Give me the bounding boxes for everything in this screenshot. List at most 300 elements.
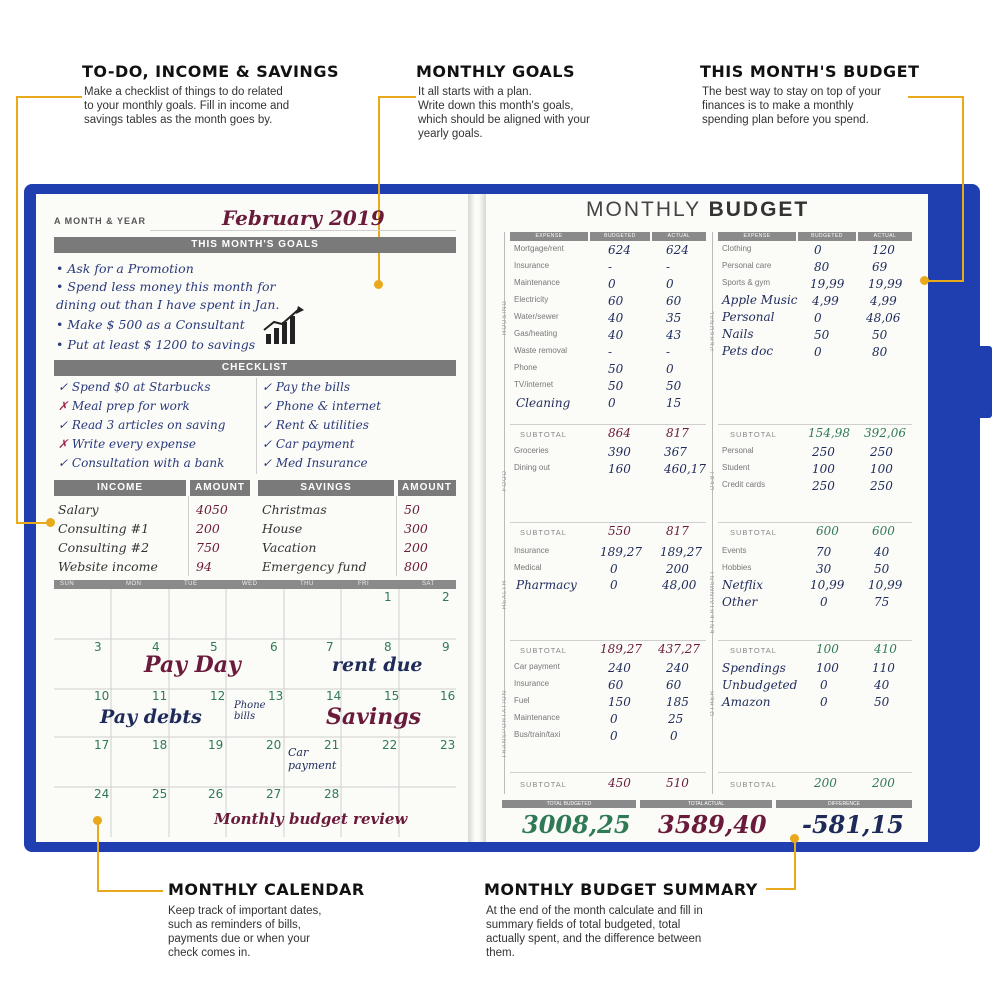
section-label: OTHER [710, 690, 716, 716]
subtotal-label: SUBTOTAL [520, 646, 567, 655]
col-header-budgeted: BUDGETED [590, 232, 650, 241]
income-amount: 94 [196, 559, 212, 574]
section-label: ENTERTAINMENT [710, 570, 716, 634]
checklist-item[interactable] [262, 418, 369, 432]
expense-name: Nails [722, 327, 754, 341]
budgeted-value: 80 [814, 260, 830, 274]
expense-name: Pharmacy [516, 578, 577, 592]
actual-value: 50 [874, 562, 890, 576]
divider [150, 230, 456, 231]
leader-dot [790, 834, 799, 843]
calendar-day[interactable]: 15 [384, 689, 400, 703]
subtotal-actual: 200 [872, 776, 895, 790]
actual-value: 50 [666, 379, 682, 393]
checklist-text: Consultation with a bank [71, 456, 225, 470]
title-bold: BUDGET [708, 198, 810, 221]
actual-value: 4,99 [870, 294, 897, 308]
budgeted-value: 60 [608, 294, 624, 308]
callout-line: Keep track of important dates, [168, 905, 322, 917]
calendar-day[interactable]: 25 [152, 787, 168, 801]
checklist-item[interactable] [58, 418, 225, 432]
income-amount: 4050 [196, 502, 228, 517]
calendar-day[interactable]: 6 [270, 640, 278, 654]
calendar-day[interactable]: 18 [152, 738, 168, 752]
divider [188, 496, 189, 576]
actual-value: 624 [666, 243, 689, 257]
total-actual: 3589,40 [658, 810, 767, 839]
leader-dot [374, 280, 383, 289]
budgeted-value: 624 [608, 243, 631, 257]
callout-line: them. [486, 947, 515, 959]
calendar-day[interactable]: 13 [268, 689, 284, 703]
callout-line: The best way to stay on top of your [702, 86, 881, 98]
callout-text-budget [702, 85, 881, 127]
savings-amount: 800 [404, 559, 428, 574]
budgeted-value: 0 [814, 243, 822, 257]
income-name: Consulting #1 [58, 521, 150, 536]
subtotal-budgeted: 100 [816, 642, 839, 656]
check-icon: ✓ [262, 456, 273, 470]
calendar-day[interactable]: 27 [266, 787, 282, 801]
note-rent-due: rent due [332, 654, 423, 676]
checklist-text: Read 3 articles on saving [71, 418, 226, 432]
actual-value: 43 [666, 328, 682, 342]
income-name: Website income [58, 559, 158, 574]
checklist-text: Write every expense [71, 437, 196, 451]
calendar-day-header: FRI [358, 581, 370, 587]
expense-name: Sports & gym [722, 278, 771, 287]
leader-line [926, 280, 964, 282]
note-phone-bills: Phone bills [234, 700, 266, 722]
actual-value: 19,99 [868, 277, 903, 291]
callout-line: actually spent, and the difference between [486, 933, 702, 945]
subtotal-budgeted: 154,98 [808, 426, 850, 440]
divider [510, 772, 706, 773]
budgeted-value: 40 [608, 328, 624, 342]
calendar-day[interactable]: 28 [324, 787, 340, 801]
col-header-actual: ACTUAL [652, 232, 706, 241]
actual-value: 185 [666, 695, 689, 709]
actual-value: 15 [666, 396, 682, 410]
actual-value: 460,17 [664, 462, 706, 476]
actual-value: 0 [666, 277, 674, 291]
subtotal-actual: 392,06 [864, 426, 906, 440]
subtotal-budgeted: 450 [608, 776, 631, 790]
x-mark-icon: ✗ [58, 399, 69, 413]
right-page [482, 194, 928, 842]
subtotal-budgeted: 864 [608, 426, 631, 440]
expense-name: Waste removal [514, 346, 568, 355]
budgeted-value: 4,99 [812, 294, 839, 308]
callout-line: finances is to make a monthly [702, 100, 854, 112]
goal-item: • Spend less money this month for [56, 279, 276, 294]
actual-value: 189,27 [660, 545, 702, 559]
savings-amount: 50 [404, 502, 420, 517]
calendar-day-header: MON [126, 581, 142, 587]
summary-label-actual: TOTAL ACTUAL [640, 800, 772, 808]
expense-name: Medical [514, 563, 542, 572]
expense-name: Insurance [514, 261, 550, 270]
calendar-day[interactable]: 9 [442, 640, 450, 654]
checklist-text: Meal prep for work [71, 399, 190, 413]
budgeted-value: 70 [816, 545, 832, 559]
goal-item: • Make $ 500 as a Consultant [56, 317, 245, 332]
calendar-day-header: WED [242, 581, 258, 587]
budgeted-value: 240 [608, 661, 631, 675]
callout-line: payments due or when your [168, 933, 310, 945]
section-label: DEBT [710, 470, 716, 491]
checklist-item[interactable] [58, 380, 211, 394]
budgeted-value: 19,99 [810, 277, 845, 291]
leader-dot [920, 276, 929, 285]
subtotal-label: SUBTOTAL [520, 528, 567, 537]
calendar-day[interactable]: 26 [208, 787, 224, 801]
budgeted-value: 50 [608, 362, 624, 376]
subtotal-label: SUBTOTAL [520, 780, 567, 789]
calendar-day[interactable]: 5 [210, 640, 218, 654]
subtotal-label: SUBTOTAL [730, 780, 777, 789]
budgeted-value: 0 [610, 712, 618, 726]
budgeted-value: 10,99 [810, 578, 845, 592]
subtotal-actual: 817 [666, 524, 689, 538]
spine [468, 194, 486, 842]
savings-name: House [262, 521, 303, 536]
expense-name: Maintenance [514, 278, 560, 287]
calendar-day[interactable]: 23 [440, 738, 456, 752]
actual-value: 50 [874, 695, 890, 709]
expense-name: Unbudgeted [722, 678, 798, 692]
expense-name: Spendings [722, 661, 786, 675]
calendar-day[interactable]: 11 [152, 689, 168, 703]
expense-name: Maintenance [514, 713, 560, 722]
callout-line: summary fields of total budgeted, total [486, 919, 681, 931]
month-value: February 2019 [222, 206, 385, 230]
callout-title-goals: MONTHLY GOALS [416, 62, 575, 81]
expense-name: Hobbies [722, 563, 752, 572]
divider [396, 496, 397, 576]
divider [510, 424, 706, 425]
checklist-item[interactable] [58, 399, 190, 413]
col-header-budgeted: BUDGETED [798, 232, 856, 241]
savings-amount: 300 [404, 521, 428, 536]
expense-name: Groceries [514, 446, 549, 455]
actual-value: 35 [666, 311, 682, 325]
check-icon: ✓ [58, 418, 69, 432]
budgeted-value: 390 [608, 445, 631, 459]
budgeted-value: 250 [812, 445, 835, 459]
month-label: A MONTH & YEAR [54, 216, 147, 226]
subtotal-label: SUBTOTAL [730, 528, 777, 537]
callout-line: It all starts with a plan. [418, 86, 532, 98]
callout-line: At the end of the month calculate and fill in [486, 905, 703, 917]
difference: -581,15 [802, 810, 904, 839]
expense-name: Insurance [514, 679, 550, 688]
subtotal-budgeted: 600 [816, 524, 839, 538]
expense-name: Gas/heating [514, 329, 558, 338]
budgeted-value: 50 [814, 328, 830, 342]
budgeted-value: 0 [608, 396, 616, 410]
goal-item: dining out than I have spent in Jan. [56, 297, 280, 312]
subtotal-label: SUBTOTAL [730, 646, 777, 655]
actual-value: 200 [666, 562, 689, 576]
subtotal-budgeted: 200 [814, 776, 837, 790]
savings-name: Vacation [262, 540, 317, 555]
actual-value: 48,00 [662, 578, 697, 592]
note-pay-day: Pay Day [144, 652, 241, 678]
calendar-day[interactable]: 12 [210, 689, 226, 703]
expense-name: Phone [514, 363, 538, 372]
calendar-day[interactable]: 4 [152, 640, 160, 654]
checklist-item[interactable] [262, 399, 381, 413]
total-budgeted: 3008,25 [522, 810, 631, 839]
budgeted-value: 0 [610, 578, 618, 592]
calendar-day-header: THU [300, 581, 314, 587]
callout-line: Write down this month's goals, [418, 100, 574, 112]
calendar-day[interactable]: 16 [440, 689, 456, 703]
divider [718, 640, 912, 641]
expense-name: Pets doc [722, 344, 774, 358]
divider [718, 424, 912, 425]
income-amount: 200 [196, 521, 220, 536]
expense-name: TV/internet [514, 380, 554, 389]
title-light: MONTHLY [586, 198, 709, 221]
calendar-day[interactable]: 10 [94, 689, 110, 703]
callout-line: such as reminders of bills, [168, 919, 301, 931]
checklist-item[interactable] [58, 437, 196, 451]
calendar-day[interactable]: 2 [442, 590, 450, 604]
actual-value: 50 [872, 328, 888, 342]
income-name: Salary [58, 502, 99, 517]
actual-value: 240 [666, 661, 689, 675]
subtotal-budgeted: 189,27 [600, 642, 642, 656]
actual-value: 40 [874, 545, 890, 559]
actual-value: 25 [668, 712, 684, 726]
checklist-text: Med Insurance [275, 456, 368, 470]
savings-amount-header: AMOUNT [398, 480, 456, 496]
section-label: TRANSPORTATION [502, 690, 508, 759]
expense-name: Personal [722, 310, 775, 324]
actual-value: 48,06 [866, 311, 901, 325]
actual-value: 0 [670, 729, 678, 743]
savings-amount: 200 [404, 540, 428, 555]
check-icon: ✓ [262, 437, 273, 451]
budgeted-value: 40 [608, 311, 624, 325]
calendar-day[interactable]: 3 [94, 640, 102, 654]
leader-line [908, 96, 964, 98]
budgeted-value: 0 [610, 562, 618, 576]
checklist-item[interactable] [262, 380, 350, 394]
actual-value: 100 [870, 462, 893, 476]
expense-name: Personal [722, 446, 754, 455]
callout-line: to your monthly goals. Fill in income and [84, 100, 290, 112]
actual-value: 367 [664, 445, 687, 459]
subtotal-actual: 510 [666, 776, 689, 790]
actual-value: 250 [870, 479, 893, 493]
callout-line: check comes in. [168, 947, 251, 959]
check-icon: ✓ [262, 380, 273, 394]
divider [256, 378, 257, 474]
note-car-payment: Car payment [288, 746, 337, 772]
budgeted-value: 150 [608, 695, 631, 709]
callout-line: spending plan before you spend. [702, 114, 869, 126]
actual-value: 0 [666, 362, 674, 376]
subtotal-actual: 817 [666, 426, 689, 440]
note-monthly-review: Monthly budget review [214, 810, 408, 828]
calendar-day-header: SAT [422, 581, 435, 587]
checklist-text: Spend $0 at Starbucks [71, 380, 211, 394]
actual-value: 250 [870, 445, 893, 459]
checklist-item[interactable] [58, 456, 224, 470]
calendar-day[interactable]: 22 [382, 738, 398, 752]
calendar-day[interactable]: 7 [326, 640, 334, 654]
growth-chart-icon [262, 306, 310, 346]
actual-value: - [666, 345, 671, 359]
checklist-item[interactable] [262, 437, 354, 451]
divider [510, 522, 706, 523]
expense-name: Mortgage/rent [514, 244, 564, 253]
calendar-day[interactable]: 19 [208, 738, 224, 752]
expense-name: Student [722, 463, 750, 472]
expense-name: Events [722, 546, 747, 555]
calendar-day-header: TUE [184, 581, 198, 587]
calendar-day[interactable]: 14 [326, 689, 342, 703]
budgeted-value: 0 [820, 695, 828, 709]
calendar-day[interactable]: 8 [384, 640, 392, 654]
checklist-text: Pay the bills [275, 380, 350, 394]
leader-line [378, 96, 380, 282]
calendar-day-header: SUN [60, 581, 75, 587]
section-label: FOOD [502, 470, 508, 492]
col-header-expense: EXPENSE [718, 232, 796, 241]
calendar-day[interactable]: 24 [94, 787, 110, 801]
callout-title-summary: MONTHLY BUDGET SUMMARY [484, 880, 758, 899]
checklist-text: Phone & internet [275, 399, 381, 413]
budgeted-value: 50 [608, 379, 624, 393]
actual-value: 40 [874, 678, 890, 692]
budgeted-value: 160 [608, 462, 631, 476]
actual-value: 69 [872, 260, 888, 274]
section-label: HOUSING [502, 300, 508, 336]
callout-line: savings tables as the month goes by. [84, 114, 273, 126]
section-label: PERSONAL [710, 310, 716, 351]
income-amount: 750 [196, 540, 220, 555]
callout-title-todo: TO-DO, INCOME & SAVINGS [82, 62, 339, 81]
divider [718, 772, 912, 773]
callout-text-goals [418, 85, 590, 141]
budgeted-value: 189,27 [600, 545, 642, 559]
section-label: HEALTH [502, 580, 508, 610]
callout-line: yearly goals. [418, 128, 483, 140]
divider [510, 640, 706, 641]
budgeted-value: - [608, 260, 613, 274]
income-header: INCOME [54, 480, 186, 496]
goals-header: THIS MONTH'S GOALS [54, 237, 456, 253]
expense-name: Dining out [514, 463, 551, 472]
calendar-day[interactable]: 17 [94, 738, 110, 752]
leader-line [16, 96, 82, 98]
leader-line [766, 888, 796, 890]
expense-name: Water/sewer [514, 312, 559, 321]
check-icon: ✓ [58, 380, 69, 394]
budgeted-value: - [608, 345, 613, 359]
expense-name: Clothing [722, 244, 752, 253]
subtotal-label: SUBTOTAL [730, 430, 777, 439]
expense-name: Amazon [722, 695, 771, 709]
actual-value: 110 [872, 661, 895, 675]
checklist-text: Car payment [275, 437, 355, 451]
subtotal-actual: 410 [874, 642, 897, 656]
expense-name: Netflix [722, 578, 764, 592]
budgeted-value: 100 [816, 661, 839, 675]
calendar-day[interactable]: 1 [384, 590, 392, 604]
expense-name: Apple Music [722, 293, 798, 307]
note-savings: Savings [326, 704, 422, 730]
leader-line [97, 890, 163, 892]
savings-name: Christmas [262, 502, 327, 517]
actual-value: - [666, 260, 671, 274]
savings-name: Emergency fund [262, 559, 367, 574]
divider [718, 522, 912, 523]
note-pay-debts: Pay debts [100, 706, 202, 728]
subtotal-actual: 437,27 [658, 642, 700, 656]
leader-line [16, 96, 18, 524]
expense-name: Electricity [514, 295, 549, 304]
expense-name: Bus/train/taxi [514, 730, 561, 739]
budgeted-value: 30 [816, 562, 832, 576]
budgeted-value: 0 [608, 277, 616, 291]
budgeted-value: 0 [814, 345, 822, 359]
expense-name: Insurance [514, 546, 550, 555]
monthly-budget-title [586, 198, 809, 222]
checklist-header: CHECKLIST [54, 360, 456, 376]
subtotal-label: SUBTOTAL [520, 430, 567, 439]
col-header-expense: EXPENSE [510, 232, 588, 241]
summary-label-difference: DIFFERENCE [776, 800, 912, 808]
actual-value: 75 [874, 595, 890, 609]
actual-value: 80 [872, 345, 888, 359]
actual-value: 60 [666, 678, 682, 692]
savings-header: SAVINGS [258, 480, 394, 496]
calendar-day[interactable]: 21 [324, 738, 340, 752]
leader-line [794, 840, 796, 890]
leader-line [378, 96, 416, 98]
check-icon: ✓ [262, 399, 273, 413]
col-header-actual: ACTUAL [858, 232, 912, 241]
calendar-day[interactable]: 20 [266, 738, 282, 752]
callout-line: Make a checklist of things to do related [84, 86, 283, 98]
callout-line: which should be aligned with your [418, 114, 590, 126]
elastic-strap [936, 346, 992, 418]
callout-title-calendar: MONTHLY CALENDAR [168, 880, 365, 899]
leader-dot [46, 518, 55, 527]
check-icon: ✓ [58, 456, 69, 470]
budgeted-value: 250 [812, 479, 835, 493]
goal-item: • Put at least $ 1200 to savings [56, 337, 256, 352]
leader-line [16, 522, 50, 524]
income-amount-header: AMOUNT [190, 480, 250, 496]
checklist-item[interactable] [262, 456, 368, 470]
actual-value: 60 [666, 294, 682, 308]
leader-line [962, 96, 964, 282]
expense-name: Personal care [722, 261, 772, 270]
actual-value: 120 [872, 243, 895, 257]
subtotal-budgeted: 550 [608, 524, 631, 538]
income-name: Consulting #2 [58, 540, 150, 555]
callout-title-budget: THIS MONTH'S BUDGET [700, 62, 920, 81]
goal-item: • Ask for a Promotion [56, 261, 194, 276]
expense-name: Fuel [514, 696, 530, 705]
callout-text-todo [84, 85, 289, 127]
